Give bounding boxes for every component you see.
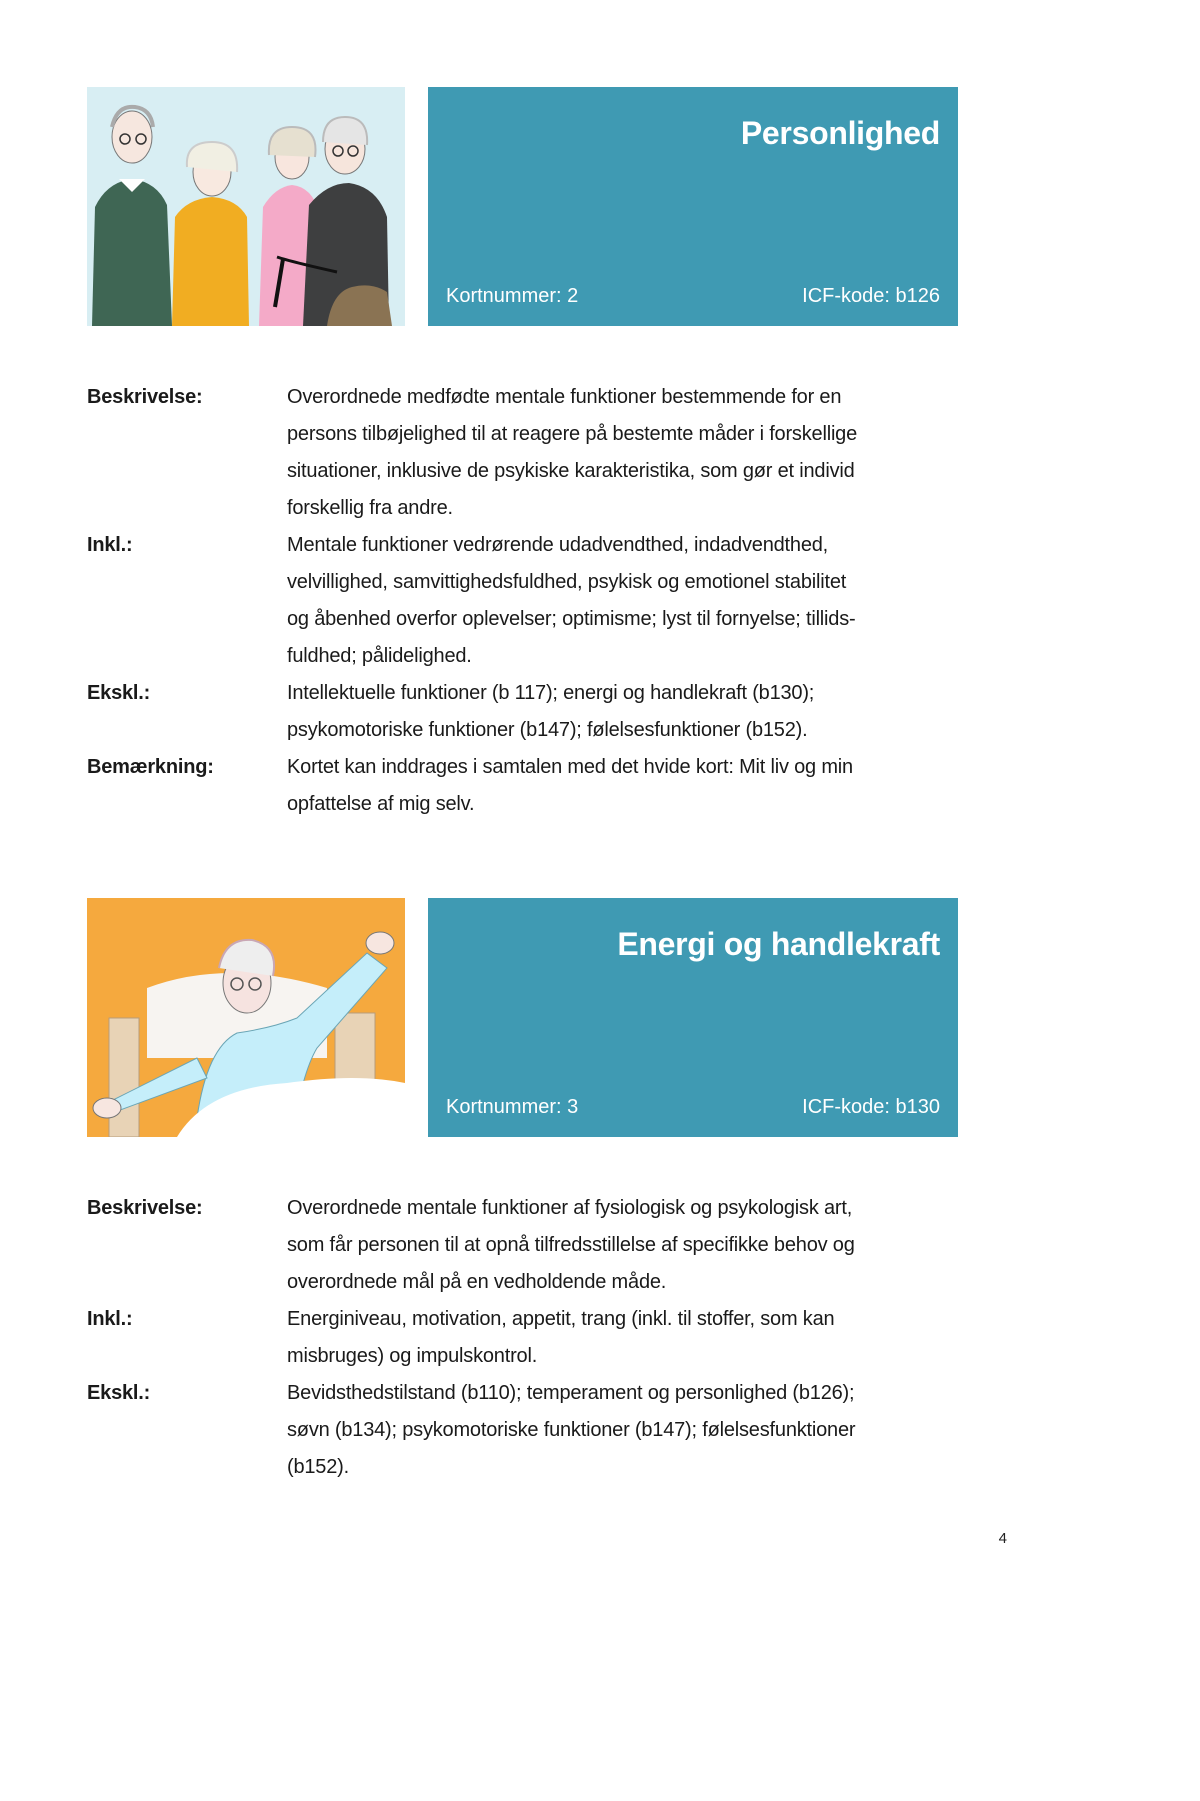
ekskl-row — [87, 675, 967, 749]
description-row — [87, 379, 967, 527]
row-label: Bemærkning: — [87, 756, 214, 778]
text-line: og åbenhed overfor oplevelser; optimisme; lyst til fornyelse; tillids- — [287, 608, 856, 630]
text-line: (b152). — [287, 1456, 349, 1478]
row-text — [287, 379, 967, 527]
card-number: Kortnummer: 2 — [446, 285, 579, 307]
text-line: søvn (b134); psykomotoriske funktioner (b147); følelsesfunktioner — [287, 1419, 856, 1441]
text-line: Intellektuelle funktioner (b 117); energi og handlekraft (b130); — [287, 682, 815, 704]
row-text — [287, 675, 967, 749]
card-number: Kortnummer: 3 — [446, 1096, 579, 1118]
text-line: velvillighed, samvittighedsfuldhed, psykisk og emotionel stabilitet — [287, 571, 847, 593]
row-label: Ekskl.: — [87, 1382, 151, 1404]
inkl-row — [87, 1301, 967, 1375]
page-number: 4 — [998, 1530, 1007, 1547]
card-title-panel — [428, 87, 958, 326]
bemaerkning-row — [87, 749, 967, 823]
card-title: Energi og handlekraft — [617, 926, 940, 962]
row-text — [287, 527, 967, 675]
text-line: Overordnede medfødte mentale funktioner bestemmende for en — [287, 386, 842, 408]
text-line: som får personen til at opnå tilfredsstillelse af specifikke behov og — [287, 1234, 855, 1256]
four-people-group-illustration — [87, 87, 405, 326]
card-title-panel — [428, 898, 958, 1137]
row-text — [287, 749, 967, 823]
card-header-personlighed — [87, 87, 958, 326]
text-line: forskellig fra andre. — [287, 497, 453, 519]
row-text — [287, 1190, 967, 1301]
text-line: Energiniveau, motivation, appetit, trang (inkl. til stoffer, som kan — [287, 1308, 835, 1330]
text-line: Bevidsthedstilstand (b110); temperament og personlighed (b126); — [287, 1382, 855, 1404]
text-line: Mentale funktioner vedrørende udadvendthed, indadvendthed, — [287, 534, 829, 556]
man-stretching-in-bed-illustration — [87, 898, 405, 1137]
row-text — [287, 1375, 967, 1486]
card-description-personlighed — [87, 379, 967, 823]
row-label: Inkl.: — [87, 534, 133, 556]
row-label: Ekskl.: — [87, 682, 151, 704]
row-label: Beskrivelse: — [87, 1197, 203, 1219]
icf-code: ICF-kode: b126 — [802, 285, 940, 307]
description-row — [87, 1190, 967, 1301]
inkl-row — [87, 527, 967, 675]
text-line: situationer, inklusive de psykiske karakteristika, som gør et individ — [287, 460, 855, 482]
text-line: Kortet kan inddrages i samtalen med det hvide kort: Mit liv og min — [287, 756, 853, 778]
icf-code: ICF-kode: b130 — [802, 1096, 940, 1118]
text-line: psykomotoriske funktioner (b147); følelsesfunktioner (b152). — [287, 719, 808, 741]
text-line: persons tilbøjelighed til at reagere på bestemte måder i forskellige — [287, 423, 858, 445]
ekskl-row — [87, 1375, 967, 1486]
row-text — [287, 1301, 967, 1375]
text-line: misbruges) og impulskontrol. — [287, 1345, 538, 1367]
text-line: Overordnede mentale funktioner af fysiologisk og psykologisk art, — [287, 1197, 853, 1219]
row-label: Inkl.: — [87, 1308, 133, 1330]
text-line: opfattelse af mig selv. — [287, 793, 475, 815]
text-line: overordnede mål på en vedholdende måde. — [287, 1271, 667, 1293]
card-title: Personlighed — [740, 115, 940, 151]
text-line: fuldhed; pålidelighed. — [287, 645, 472, 667]
card-header-energi — [87, 898, 958, 1137]
card-description-energi — [87, 1190, 967, 1486]
row-label: Beskrivelse: — [87, 386, 203, 408]
